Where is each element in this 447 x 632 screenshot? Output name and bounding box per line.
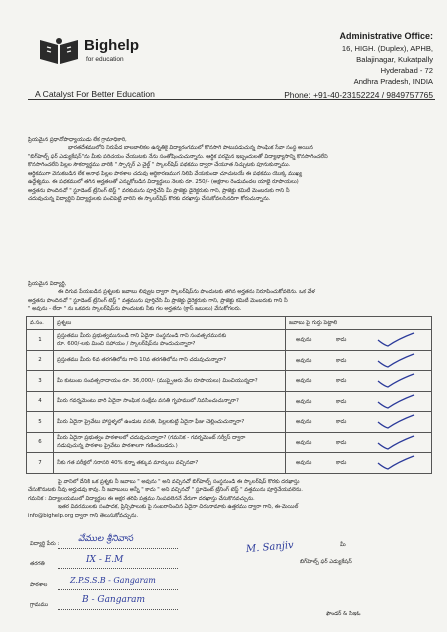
- tagline: A Catalyst For Better Education: [35, 89, 155, 99]
- org-label: బిగ్‌హెల్ప్ ఫర్ ఎడ్యుకేషన్: [300, 559, 352, 565]
- address-line: Balajinagar, Kukatpally: [356, 55, 433, 64]
- yes-option[interactable]: అవును: [296, 378, 312, 384]
- handwritten-tick-mark: [376, 413, 416, 431]
- brand-subtitle: for education: [86, 56, 124, 63]
- table-row: [27, 391, 432, 412]
- handwritten-tick-mark: [376, 372, 416, 390]
- table-row: [27, 371, 432, 392]
- no-option[interactable]: కాదు: [336, 460, 347, 466]
- footer-line: చేసుకొనుటకు నీవు అర్హుడవు కావు. నీ జవాబులు అన్నీ " కాదు " అని వచ్చినచో " స్టూడెంట్ ట్రేనింగ్ టెస్ట్ " వత్తమును పూర్తిచేయవలెను.: [28, 487, 303, 494]
- answer-cell: [286, 391, 432, 412]
- paragraph-line: ఆర్థికముగా వెనుకబడిన లేక అనాథ పిల్లల పాఠశాల చదువు ఆర్థికారణముగ నిలిపి వేయకుండా చూచుటయే ఈ పథకము యొక్క ముఖ్య: [28, 170, 303, 177]
- handwritten-tick-mark: [376, 454, 416, 472]
- no-option[interactable]: కాదు: [336, 337, 347, 343]
- field-underline: [58, 568, 178, 569]
- student-name-value: వేముల శ్రీనివాస: [78, 534, 134, 544]
- no-option[interactable]: కాదు: [336, 398, 347, 405]
- yes-option[interactable]: అవును: [296, 419, 312, 425]
- field-underline: [58, 548, 178, 549]
- row-number: 6: [27, 432, 54, 453]
- row-number: 4: [27, 391, 54, 412]
- row-number: 5: [27, 412, 54, 433]
- question-text: మీరు ఏదైనా ప్రభుత్వం పాఠశాలలో చదువుచున్నారా? (గమనిక - గవర్నమెంట్ సర్వీస్ ద్వారా: [57, 435, 246, 442]
- paragraph-line: ఉద్దేశ్యము. ఈ పథకములో తగిన అర్హతలతో ఎన్నుకోబడిన విద్యార్థులు నెలకు రూ. 250/- (అక్షరాల రెండువందల యాభై రూపాయలు): [28, 179, 299, 186]
- row-number: 3: [27, 371, 54, 392]
- paragraph-line: ఈ దిగువ పేయబడిన ప్రశ్నలకు జవాబు లివ్వుట ద్వారా స్కాలర్‌షిప్‌ను పొందుటకు తగిన అర్హతను నిరూపించుకోవలెను. ఒక వేళ: [58, 289, 315, 296]
- handwritten-tick-mark: [376, 434, 416, 452]
- row-number: 1: [27, 330, 54, 351]
- column-header: వ.సం.: [27, 317, 54, 330]
- question-text: ప్రస్తుతము మీరు ప్రభుత్వమునుండి గాని ఏదైనా సంస్థనుండి గాని సంవత్సరమునకు: [57, 332, 227, 339]
- no-option[interactable]: కాదు: [336, 378, 347, 384]
- yes-option[interactable]: అవును: [296, 357, 312, 364]
- header-divider: [28, 99, 435, 100]
- question-text: నడుపుచున్న పాఠశాల ప్రైవేటు పాఠశాలగా గణించబడదు.): [57, 443, 178, 450]
- question-text: మీరు ఏదైనా ప్రైవేటు హాస్టళ్ళలో ఉండుట వసతి, పిల్లలకుట్టి ఏదైనా ఫీజు చెల్లించుచున్నారా?: [57, 418, 245, 425]
- office-address: [284, 30, 433, 101]
- questionnaire-table: [26, 316, 432, 474]
- handwritten-tick-mark: [376, 393, 416, 411]
- table-row: [27, 453, 432, 474]
- answer-cell: [286, 350, 432, 371]
- brand-name: Bighelp: [84, 37, 139, 54]
- table-row: [27, 412, 432, 433]
- paragraph-line: కొనసాగించలేని పిల్లల సౌకర్యార్థము వారికి " స్పాన్సర్ ఎ చైల్డ్ " స్కాలర్‌షిప్ పథకము ద్వారా చేయూత నిచ్చుటకు పూనుకున్నాము.: [28, 162, 291, 169]
- answer-cell: [286, 453, 432, 474]
- class-value: IX - E.M: [86, 555, 124, 565]
- row-number: 2: [27, 350, 54, 371]
- question-text: మీ కుటుంబ సంవత్సరాదాయం రూ. 36,000/- (ముప్పైఆరు వేల రూపాయలు) మించియున్నదా?: [57, 377, 258, 384]
- answer-cell: [286, 412, 432, 433]
- table-row: [27, 330, 432, 351]
- village-label: గ్రామము: [30, 602, 49, 608]
- bighelp-logo: [38, 36, 80, 66]
- yours-label: మీ: [340, 542, 346, 548]
- signature: M. Sanjiv: [245, 539, 295, 556]
- question-cell: [54, 432, 286, 453]
- question-cell: [54, 412, 286, 433]
- letter-body: [28, 136, 432, 204]
- no-option[interactable]: కాదు: [336, 439, 347, 446]
- paragraph-line: అర్హతను పొందినచో " స్టూడెంట్ ట్రేనింగ్ టెస్ట్ " వత్తమును పూర్తిచేసి మీ ప్రాజెక్టు డైరెక్టరుకు గాని, ప్రాజెక్టు కమిటీ మెంబరుకు గాని నీ: [28, 297, 288, 304]
- answer-cell: [286, 371, 432, 392]
- yes-option[interactable]: అవును: [296, 439, 312, 446]
- founder-label: ఫౌండర్ & సిఇఓ: [326, 611, 361, 617]
- row-number: 7: [27, 453, 54, 474]
- footer-notes: [28, 478, 432, 520]
- answer-cell: [286, 432, 432, 453]
- question-cell: [54, 350, 286, 371]
- yes-option[interactable]: అవును: [296, 460, 312, 466]
- student-salutation: ప్రియమైన విద్యార్థి,: [28, 281, 67, 287]
- question-cell: [54, 453, 286, 474]
- question-text: నీకు గత పరీక్షలో సరాసరి 40% కన్నా తక్కువ మార్కులు వచ్చినవా?: [57, 459, 199, 466]
- question-text: ప్రస్తుతము మీరు 6వ తరగతిలోను గాని 10వ తరగతిలోను గాని చదువుచున్నారా?: [57, 357, 227, 364]
- address-line: Hyderabad - 72: [380, 66, 433, 75]
- footer-line: info@bighelp.org ద్వారా గాని తెలుసుకోవచ్చును.: [28, 512, 139, 519]
- no-option[interactable]: కాదు: [336, 357, 347, 364]
- school-value: Z.P.S.S.B - Gangaram: [70, 576, 156, 585]
- class-label: తరగతి: [30, 561, 45, 567]
- address-line: 16, HIGH. (Duplex), APHB,: [341, 44, 433, 53]
- question-text: మీరు గవర్నమెంటు వారి ఏదైనా సాంఘిక సంక్షేమ వసతి గృహములో నివసించుచున్నారా?: [57, 398, 239, 405]
- question-cell: [54, 391, 286, 412]
- column-header: ప్రశ్నలు: [54, 317, 286, 330]
- field-underline: [58, 589, 178, 590]
- paragraph-line: అర్హతను పొందినచో " స్టూడెంట్ ట్రేనింగ్ టెస్ట్ " వరకుమను పూర్తిచేసి మీ ప్రాజెక్టు డైరెక్టరుకు గాని, ప్రాజెక్టు కమిటీ మెంబరుకు గాని నీ: [28, 187, 290, 194]
- student-name-label: విద్యార్థి పేరు :: [30, 541, 60, 547]
- handwritten-tick-mark: [376, 352, 416, 370]
- table-header-row: [27, 317, 432, 330]
- address-line: Andhra Pradesh, INDIA: [353, 77, 433, 86]
- question-cell: [54, 330, 286, 351]
- question-cell: [54, 371, 286, 392]
- handwritten-tick-mark: [376, 331, 416, 349]
- answer-cell: [286, 330, 432, 351]
- paragraph-line: " అవును - లేదా " ను ఒకవరు స్కాలర్‌షిప్‌ను పొందుటకు నీకు గల అర్హతను (క్రాస్ ఙబులు) వేసుకోగలరు.: [28, 306, 242, 313]
- question-text: రూ. 600/-లకు మించి సహాయం / స్కాలర్‌షిప్‌ను పొందుచున్నారా?: [57, 340, 196, 347]
- no-option[interactable]: కాదు: [336, 419, 347, 425]
- salutation: ప్రియమైన ప్రధానోపాధ్యాయుడు లేక గ్రామాధికారి,: [28, 137, 127, 143]
- footer-line: గమనిక : విద్యాలయములో విద్యార్థుల ఈ అక్షర తరిపి పత్రము నింపవలెననే వేరుగా దరఖాస్తు చేసుకొనవచ్చును.: [28, 495, 255, 502]
- yes-option[interactable]: అవును: [296, 398, 312, 405]
- footer-line: ఇతర వివరములకు సంపాదక, ప్రిన్సిపాలుకు పై సంబరానించిన ఏదైనా చిరునామాకు ఉత్తరము ద్వారా గాని, ఈ-మెయిల్: [58, 504, 299, 511]
- table-row: [27, 432, 432, 453]
- table-row: [27, 350, 432, 371]
- yes-option[interactable]: అవును: [296, 337, 312, 343]
- phone-number: Phone: +91-40-23152224 / 9849757765: [284, 90, 433, 100]
- footer-line: పై వానిలో దేనికి ఒక ప్రశ్నకు నీ జవాబు " అవును " అని వచ్చినచో బిగ్‌హెల్ప్ సంస్థనుండి ఈ స్కాలర్‌షిప్ కొరకు దరఖాస్తు: [58, 479, 300, 485]
- school-label: పాఠశాల: [30, 582, 48, 588]
- student-instructions: [28, 280, 432, 314]
- paragraph-line: భారతదేశములోని నిరుపేద బాలబాలికల ఉన్నతికై విద్యారంగములో కొనసాగి పాటుపడుచున్న సాంఘిక సేవా సంస్థ అయిన: [68, 145, 313, 152]
- paragraph-line: "బిగ్‌హెల్ప్ ఫర్ ఎడ్యుకేషన్"ను మీకు పరిచయం చేయుటకు నేను సంతోషించుచున్నాను. ఆర్థిక పరమైన ఇబ్బందులతో విద్యాభ్యాసాన్ని కొనసాగించలేని: [28, 153, 328, 160]
- village-value: B - Gangaram: [82, 595, 146, 605]
- field-underline: [58, 609, 178, 610]
- office-title: Administrative Office:: [339, 31, 433, 41]
- column-header: జవాబు పై గుర్తు పెట్టాలి: [286, 317, 432, 330]
- paragraph-line: చదువుచున్న విద్యార్థిని విద్యార్థులకు పంచిపెట్టి వారిని ఈ స్కాలర్‌షిప్ కొరకు దరఖాస్తు చేసుకోవలసినదిగా కోరుచున్నాను.: [28, 196, 271, 203]
